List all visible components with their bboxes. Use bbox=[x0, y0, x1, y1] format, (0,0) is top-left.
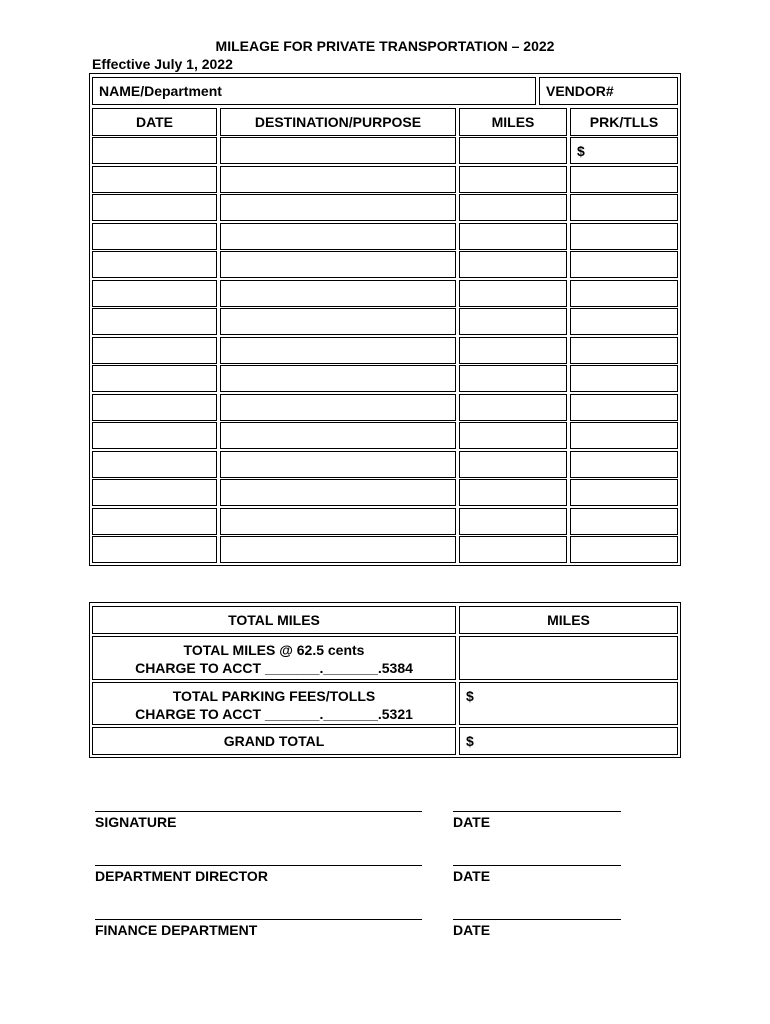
signature-line[interactable] bbox=[95, 811, 422, 812]
destination-cell[interactable] bbox=[220, 422, 456, 449]
form-title: MILEAGE FOR PRIVATE TRANSPORTATION – 2022 bbox=[215, 38, 555, 54]
miles-cell[interactable] bbox=[459, 365, 567, 392]
date-cell[interactable] bbox=[92, 451, 217, 478]
name-department-label: NAME/Department bbox=[99, 83, 222, 99]
miles-cell[interactable] bbox=[459, 280, 567, 307]
grand-total-dollar-sign: $ bbox=[466, 733, 474, 749]
director-signature-line[interactable] bbox=[95, 865, 422, 866]
destination-cell[interactable] bbox=[220, 337, 456, 364]
effective-date: Effective July 1, 2022 bbox=[92, 56, 233, 72]
rate-charge-label bbox=[92, 636, 456, 680]
prk-tlls-cell[interactable] bbox=[570, 166, 678, 193]
rate-line-2: CHARGE TO ACCT _______._______.5384 bbox=[135, 660, 413, 676]
signature-date-label: DATE bbox=[453, 814, 491, 830]
destination-cell[interactable] bbox=[220, 223, 456, 250]
miles-cell[interactable] bbox=[459, 251, 567, 278]
total-miles-label: TOTAL MILES bbox=[92, 606, 456, 634]
miles-cell[interactable] bbox=[459, 337, 567, 364]
destination-cell[interactable] bbox=[220, 365, 456, 392]
prk-tlls-cell[interactable] bbox=[570, 251, 678, 278]
director-date-label: DATE bbox=[453, 868, 491, 884]
miles-cell[interactable] bbox=[459, 308, 567, 335]
prk-tlls-cell[interactable] bbox=[570, 137, 678, 164]
date-cell[interactable] bbox=[92, 166, 217, 193]
prk-tlls-cell[interactable] bbox=[570, 536, 678, 563]
prk-tlls-cell[interactable] bbox=[570, 280, 678, 307]
column-header-date: DATE bbox=[92, 108, 217, 136]
destination-cell[interactable] bbox=[220, 166, 456, 193]
vendor-label: VENDOR# bbox=[546, 83, 614, 99]
finance-date-label: DATE bbox=[453, 922, 491, 938]
miles-cell[interactable] bbox=[459, 166, 567, 193]
prk-tlls-cell[interactable] bbox=[570, 337, 678, 364]
prk-tlls-cell[interactable] bbox=[570, 308, 678, 335]
finance-signature-line[interactable] bbox=[95, 919, 422, 920]
prk-tlls-cell[interactable] bbox=[570, 394, 678, 421]
parking-dollar-sign: $ bbox=[466, 688, 474, 704]
prk-tlls-dollar-sign: $ bbox=[577, 143, 585, 159]
miles-cell[interactable] bbox=[459, 394, 567, 421]
destination-cell[interactable] bbox=[220, 280, 456, 307]
miles-cell[interactable] bbox=[459, 137, 567, 164]
destination-cell[interactable] bbox=[220, 479, 456, 506]
date-cell[interactable] bbox=[92, 280, 217, 307]
date-cell[interactable] bbox=[92, 337, 217, 364]
miles-cell[interactable] bbox=[459, 223, 567, 250]
parking-charge-label bbox=[92, 682, 456, 725]
parking-line-1: TOTAL PARKING FEES/TOLLS bbox=[172, 688, 376, 704]
vendor-field[interactable] bbox=[539, 77, 678, 105]
grand-total-label: GRAND TOTAL bbox=[92, 727, 456, 755]
date-cell[interactable] bbox=[92, 137, 217, 164]
destination-cell[interactable] bbox=[220, 308, 456, 335]
finance-date-line[interactable] bbox=[453, 919, 621, 920]
grand-total-field[interactable] bbox=[459, 727, 678, 755]
prk-tlls-cell[interactable] bbox=[570, 365, 678, 392]
signature-label: SIGNATURE bbox=[95, 814, 177, 830]
destination-cell[interactable] bbox=[220, 536, 456, 563]
signature-date-line[interactable] bbox=[453, 811, 621, 812]
prk-tlls-cell[interactable] bbox=[570, 451, 678, 478]
total-miles-amount-field[interactable] bbox=[459, 636, 678, 680]
miles-cell[interactable] bbox=[459, 422, 567, 449]
date-cell[interactable] bbox=[92, 508, 217, 535]
miles-cell[interactable] bbox=[459, 508, 567, 535]
prk-tlls-cell[interactable] bbox=[570, 223, 678, 250]
director-date-line[interactable] bbox=[453, 865, 621, 866]
miles-cell[interactable] bbox=[459, 536, 567, 563]
column-header-prk-tlls: PRK/TLLS bbox=[570, 108, 678, 136]
destination-cell[interactable] bbox=[220, 251, 456, 278]
prk-tlls-cell[interactable] bbox=[570, 479, 678, 506]
date-cell[interactable] bbox=[92, 223, 217, 250]
date-cell[interactable] bbox=[92, 365, 217, 392]
date-cell[interactable] bbox=[92, 394, 217, 421]
department-director-label: DEPARTMENT DIRECTOR bbox=[95, 868, 268, 884]
parking-line-2: CHARGE TO ACCT _______._______.5321 bbox=[135, 706, 413, 722]
destination-cell[interactable] bbox=[220, 194, 456, 221]
date-cell[interactable] bbox=[92, 251, 217, 278]
destination-cell[interactable] bbox=[220, 394, 456, 421]
miles-cell[interactable] bbox=[459, 479, 567, 506]
date-cell[interactable] bbox=[92, 479, 217, 506]
rate-line-1: TOTAL MILES @ 62.5 cents bbox=[183, 642, 365, 658]
miles-cell[interactable] bbox=[459, 451, 567, 478]
column-header-destination: DESTINATION/PURPOSE bbox=[220, 108, 456, 136]
finance-department-label: FINANCE DEPARTMENT bbox=[95, 922, 258, 938]
date-cell[interactable] bbox=[92, 194, 217, 221]
prk-tlls-cell[interactable] bbox=[570, 508, 678, 535]
destination-cell[interactable] bbox=[220, 508, 456, 535]
parking-amount-field[interactable] bbox=[459, 682, 678, 725]
column-header-miles: MILES bbox=[459, 108, 567, 136]
prk-tlls-cell[interactable] bbox=[570, 422, 678, 449]
miles-cell[interactable] bbox=[459, 194, 567, 221]
name-department-field[interactable] bbox=[92, 77, 536, 105]
destination-cell[interactable] bbox=[220, 451, 456, 478]
date-cell[interactable] bbox=[92, 422, 217, 449]
date-cell[interactable] bbox=[92, 308, 217, 335]
miles-header: MILES bbox=[459, 606, 678, 634]
prk-tlls-cell[interactable] bbox=[570, 194, 678, 221]
destination-cell[interactable] bbox=[220, 137, 456, 164]
date-cell[interactable] bbox=[92, 536, 217, 563]
